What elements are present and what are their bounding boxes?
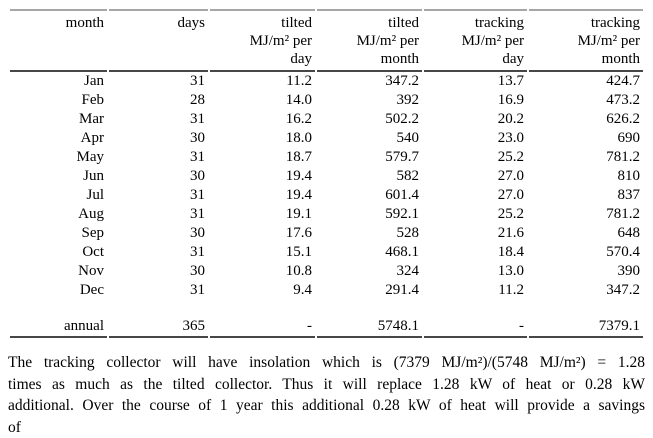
cell-tracking-month: 473.2 <box>529 91 643 110</box>
cell-tilted-day: 18.0 <box>210 129 315 148</box>
header-line: tracking <box>424 14 524 32</box>
cell-days: 30 <box>109 224 208 243</box>
cell-days: 30 <box>109 262 208 281</box>
cell-tilted-month: 582 <box>317 167 422 186</box>
table-row-sep <box>10 224 643 243</box>
table-row-jan <box>10 72 643 91</box>
table-row-feb <box>10 91 643 110</box>
cell-tilted-day: 10.8 <box>210 262 315 281</box>
table-body <box>10 72 643 338</box>
cell-annual-tilted-month: 5748.1 <box>317 317 422 338</box>
cell-days: 31 <box>109 186 208 205</box>
table-row-jun <box>10 167 643 186</box>
cell-days: 31 <box>109 205 208 224</box>
cell-tilted-month: 392 <box>317 91 422 110</box>
cell-annual-days: 365 <box>109 317 208 338</box>
cell-days: 31 <box>109 148 208 167</box>
header-line: MJ/m² per <box>210 32 312 50</box>
cell-month: Jul <box>10 186 107 205</box>
header-line: MJ/m² per <box>424 32 524 50</box>
cell-month: Jun <box>10 167 107 186</box>
header-line: tilted <box>210 14 312 32</box>
cell-tracking-day: 11.2 <box>424 281 527 300</box>
cell-tilted-month: 291.4 <box>317 281 422 300</box>
cell-tilted-month: 540 <box>317 129 422 148</box>
cell-month: Oct <box>10 243 107 262</box>
cell-tracking-month: 347.2 <box>529 281 643 300</box>
table-row-mar <box>10 110 643 129</box>
cell-days: 31 <box>109 281 208 300</box>
header-line: days <box>109 14 205 32</box>
header-tilted-per-month <box>317 9 422 72</box>
annual-row <box>10 317 643 338</box>
cell-tracking-day: 21.6 <box>424 224 527 243</box>
table-row-nov <box>10 262 643 281</box>
cell-tracking-month: 837 <box>529 186 643 205</box>
cell-month: Feb <box>10 91 107 110</box>
cell-tracking-month: 781.2 <box>529 148 643 167</box>
cell-tilted-month: 592.1 <box>317 205 422 224</box>
cell-month: Aug <box>10 205 107 224</box>
cell-tracking-day: 13.7 <box>424 72 527 91</box>
cell-tilted-day: 14.0 <box>210 91 315 110</box>
cell-tracking-day: 18.4 <box>424 243 527 262</box>
header-line: day <box>424 50 524 68</box>
cell-tilted-day: 9.4 <box>210 281 315 300</box>
cell-tilted-day: 11.2 <box>210 72 315 91</box>
cell-annual-tracking-month: 7379.1 <box>529 317 643 338</box>
header-tilted-per-day <box>210 9 315 72</box>
cell-tracking-day: 27.0 <box>424 167 527 186</box>
cell-month: Dec <box>10 281 107 300</box>
cell-tilted-month: 468.1 <box>317 243 422 262</box>
header-row <box>10 9 643 72</box>
cell-tracking-day: 23.0 <box>424 129 527 148</box>
cell-tracking-month: 781.2 <box>529 205 643 224</box>
cell-tracking-month: 424.7 <box>529 72 643 91</box>
cell-tilted-day: 18.7 <box>210 148 315 167</box>
cell-annual-tilted-day: - <box>210 317 315 338</box>
note-line-1: The tracking collector will have insolation which is (7379 MJ/m²)/(5748 MJ/m²) = 1.28 <box>8 352 645 374</box>
cell-tracking-day: 20.2 <box>424 110 527 129</box>
header-month <box>10 9 107 72</box>
note-paragraph <box>8 352 645 438</box>
cell-tracking-day: 25.2 <box>424 205 527 224</box>
cell-tilted-month: 601.4 <box>317 186 422 205</box>
cell-month: Sep <box>10 224 107 243</box>
table-row-oct <box>10 243 643 262</box>
cell-days: 31 <box>109 72 208 91</box>
header-line: month <box>317 50 419 68</box>
header-tracking-per-month <box>529 9 643 72</box>
header-line: month <box>529 50 640 68</box>
cell-days: 30 <box>109 129 208 148</box>
cell-tracking-month: 390 <box>529 262 643 281</box>
cell-tilted-month: 347.2 <box>317 72 422 91</box>
cell-days: 31 <box>109 110 208 129</box>
cell-days: 31 <box>109 243 208 262</box>
header-days <box>109 9 208 72</box>
header-line: day <box>210 50 312 68</box>
cell-month: Mar <box>10 110 107 129</box>
cell-tilted-day: 19.4 <box>210 167 315 186</box>
insolation-table <box>8 9 645 338</box>
table-row-may <box>10 148 643 167</box>
cell-days: 28 <box>109 91 208 110</box>
cell-tilted-month: 528 <box>317 224 422 243</box>
cell-tracking-day: 25.2 <box>424 148 527 167</box>
header-line: tracking <box>529 14 640 32</box>
table-row-dec <box>10 281 643 300</box>
note-line-2: times as much as the tilted collector. Thus it will replace 1.28 kW of heat or 0.28 kW <box>8 374 645 396</box>
header-line: MJ/m² per <box>529 32 640 50</box>
cell-month: May <box>10 148 107 167</box>
cell-tilted-day: 16.2 <box>210 110 315 129</box>
cell-month: Jan <box>10 72 107 91</box>
header-tracking-per-day <box>424 9 527 72</box>
cell-tracking-month: 570.4 <box>529 243 643 262</box>
cell-tracking-day: 27.0 <box>424 186 527 205</box>
header-line: MJ/m² per <box>317 32 419 50</box>
cell-tracking-day: 13.0 <box>424 262 527 281</box>
spacer-row <box>10 300 643 317</box>
cell-tracking-day: 16.9 <box>424 91 527 110</box>
cell-month: Nov <box>10 262 107 281</box>
table-row-aug <box>10 205 643 224</box>
note-line-3: additional. Over the course of 1 year this additional 0.28 kW of heat will provide a savings <box>8 395 645 417</box>
cell-tracking-month: 648 <box>529 224 643 243</box>
cell-tilted-day: 19.4 <box>210 186 315 205</box>
cell-tracking-month: 690 <box>529 129 643 148</box>
table-row-jul <box>10 186 643 205</box>
cell-tilted-day: 15.1 <box>210 243 315 262</box>
cell-month: Apr <box>10 129 107 148</box>
cell-tilted-month: 579.7 <box>317 148 422 167</box>
cell-tilted-day: 17.6 <box>210 224 315 243</box>
note-line-4: of <box>8 417 645 438</box>
cell-tilted-day: 19.1 <box>210 205 315 224</box>
cell-annual-tracking-day: - <box>424 317 527 338</box>
cell-tilted-month: 324 <box>317 262 422 281</box>
table-row-apr <box>10 129 643 148</box>
cell-annual-label: annual <box>10 317 107 338</box>
cell-tracking-month: 810 <box>529 167 643 186</box>
table-header <box>10 9 643 72</box>
header-line: tilted <box>317 14 419 32</box>
cell-days: 30 <box>109 167 208 186</box>
cell-tracking-month: 626.2 <box>529 110 643 129</box>
header-line: month <box>10 14 104 32</box>
cell-tilted-month: 502.2 <box>317 110 422 129</box>
